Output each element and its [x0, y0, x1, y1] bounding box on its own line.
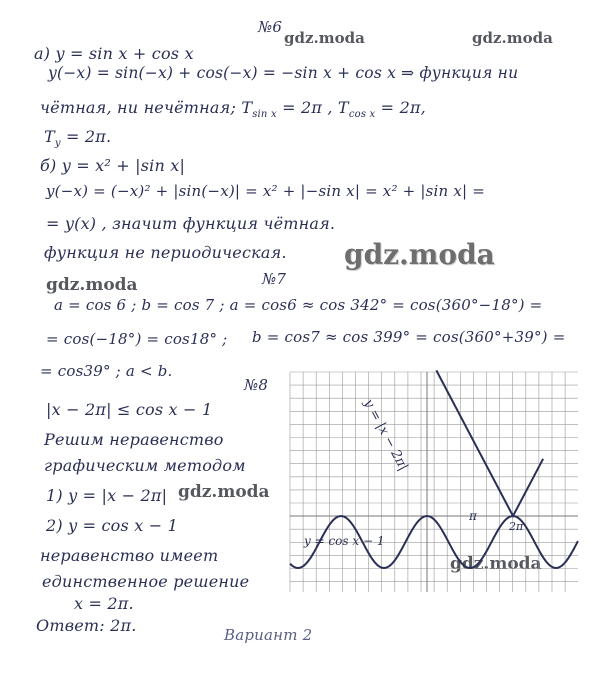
watermark: gdz.moda — [472, 29, 553, 47]
subscript: y — [54, 138, 61, 150]
subscript: cos x — [348, 109, 376, 121]
solution-line: x = 2π. — [74, 594, 134, 613]
tick-label-2pi: 2π — [509, 520, 524, 533]
solution-line: a) y = sin x + cos x — [34, 44, 194, 63]
solution-line: б) y = x² + |sin x| — [40, 156, 186, 175]
abs-function-label: y = |x − 2π| — [360, 396, 411, 474]
tick-label-pi: π — [469, 509, 477, 523]
task-number: №7 — [262, 270, 287, 288]
solution-line: = y(x) , значит функция чётная. — [46, 214, 336, 233]
solution-line: единственное решение — [42, 572, 250, 591]
grid — [290, 372, 578, 592]
solution-line: Ответ: 2π. — [36, 616, 137, 635]
cos-function-label: y = cos x − 1 — [304, 534, 385, 548]
solution-line: = cos39° ; a < b. — [40, 362, 173, 380]
watermark: gdz.moda — [344, 238, 495, 271]
task-number: №6 — [258, 18, 283, 36]
solution-line: y(−x) = sin(−x) + cos(−x) = −sin x + cos x ⇒ функция ни — [48, 64, 519, 82]
solution-line: 2) y = cos x − 1 — [46, 516, 178, 535]
watermark: gdz.moda — [284, 29, 365, 47]
solution-line: b = cos7 ≈ cos 399° = cos(360°+39°) = — [252, 328, 566, 346]
text-part: чётная, ни нечётная; T — [40, 98, 253, 117]
solution-line: y(−x) = (−x)² + |sin(−x)| = x² + |−sin x| = x² + |sin x| = — [46, 182, 486, 200]
subscript: sin x — [252, 109, 277, 121]
abs-function-curve — [436, 370, 543, 516]
solution-line: a = cos 6 ; b = cos 7 ; a = cos6 ≈ cos 342° = cos(360°−18°) = — [54, 296, 543, 314]
solution-line: графическим методом — [44, 456, 246, 475]
watermark: gdz.moda — [450, 554, 542, 574]
solution-line: = cos(−18°) = cos18° ; — [46, 330, 228, 348]
solution-line: Решим неравенство — [44, 430, 224, 449]
task-number: №8 — [244, 376, 269, 394]
solution-line: 1) y = |x − 2π| — [46, 486, 168, 505]
watermark: gdz.moda — [178, 482, 270, 502]
solution-line: неравенство имеет — [40, 546, 219, 565]
text-part: = 2π, — [375, 98, 426, 117]
solution-line: |x − 2π| ≤ cos x − 1 — [46, 400, 213, 419]
text-part: = 2π , T — [276, 98, 349, 117]
solution-line: функция не периодическая. — [44, 243, 287, 262]
footer-scrawl: Вариант 2 — [224, 626, 313, 644]
text-part: T — [44, 127, 55, 146]
watermark: gdz.moda — [46, 275, 138, 295]
text-part: = 2π. — [60, 127, 112, 146]
